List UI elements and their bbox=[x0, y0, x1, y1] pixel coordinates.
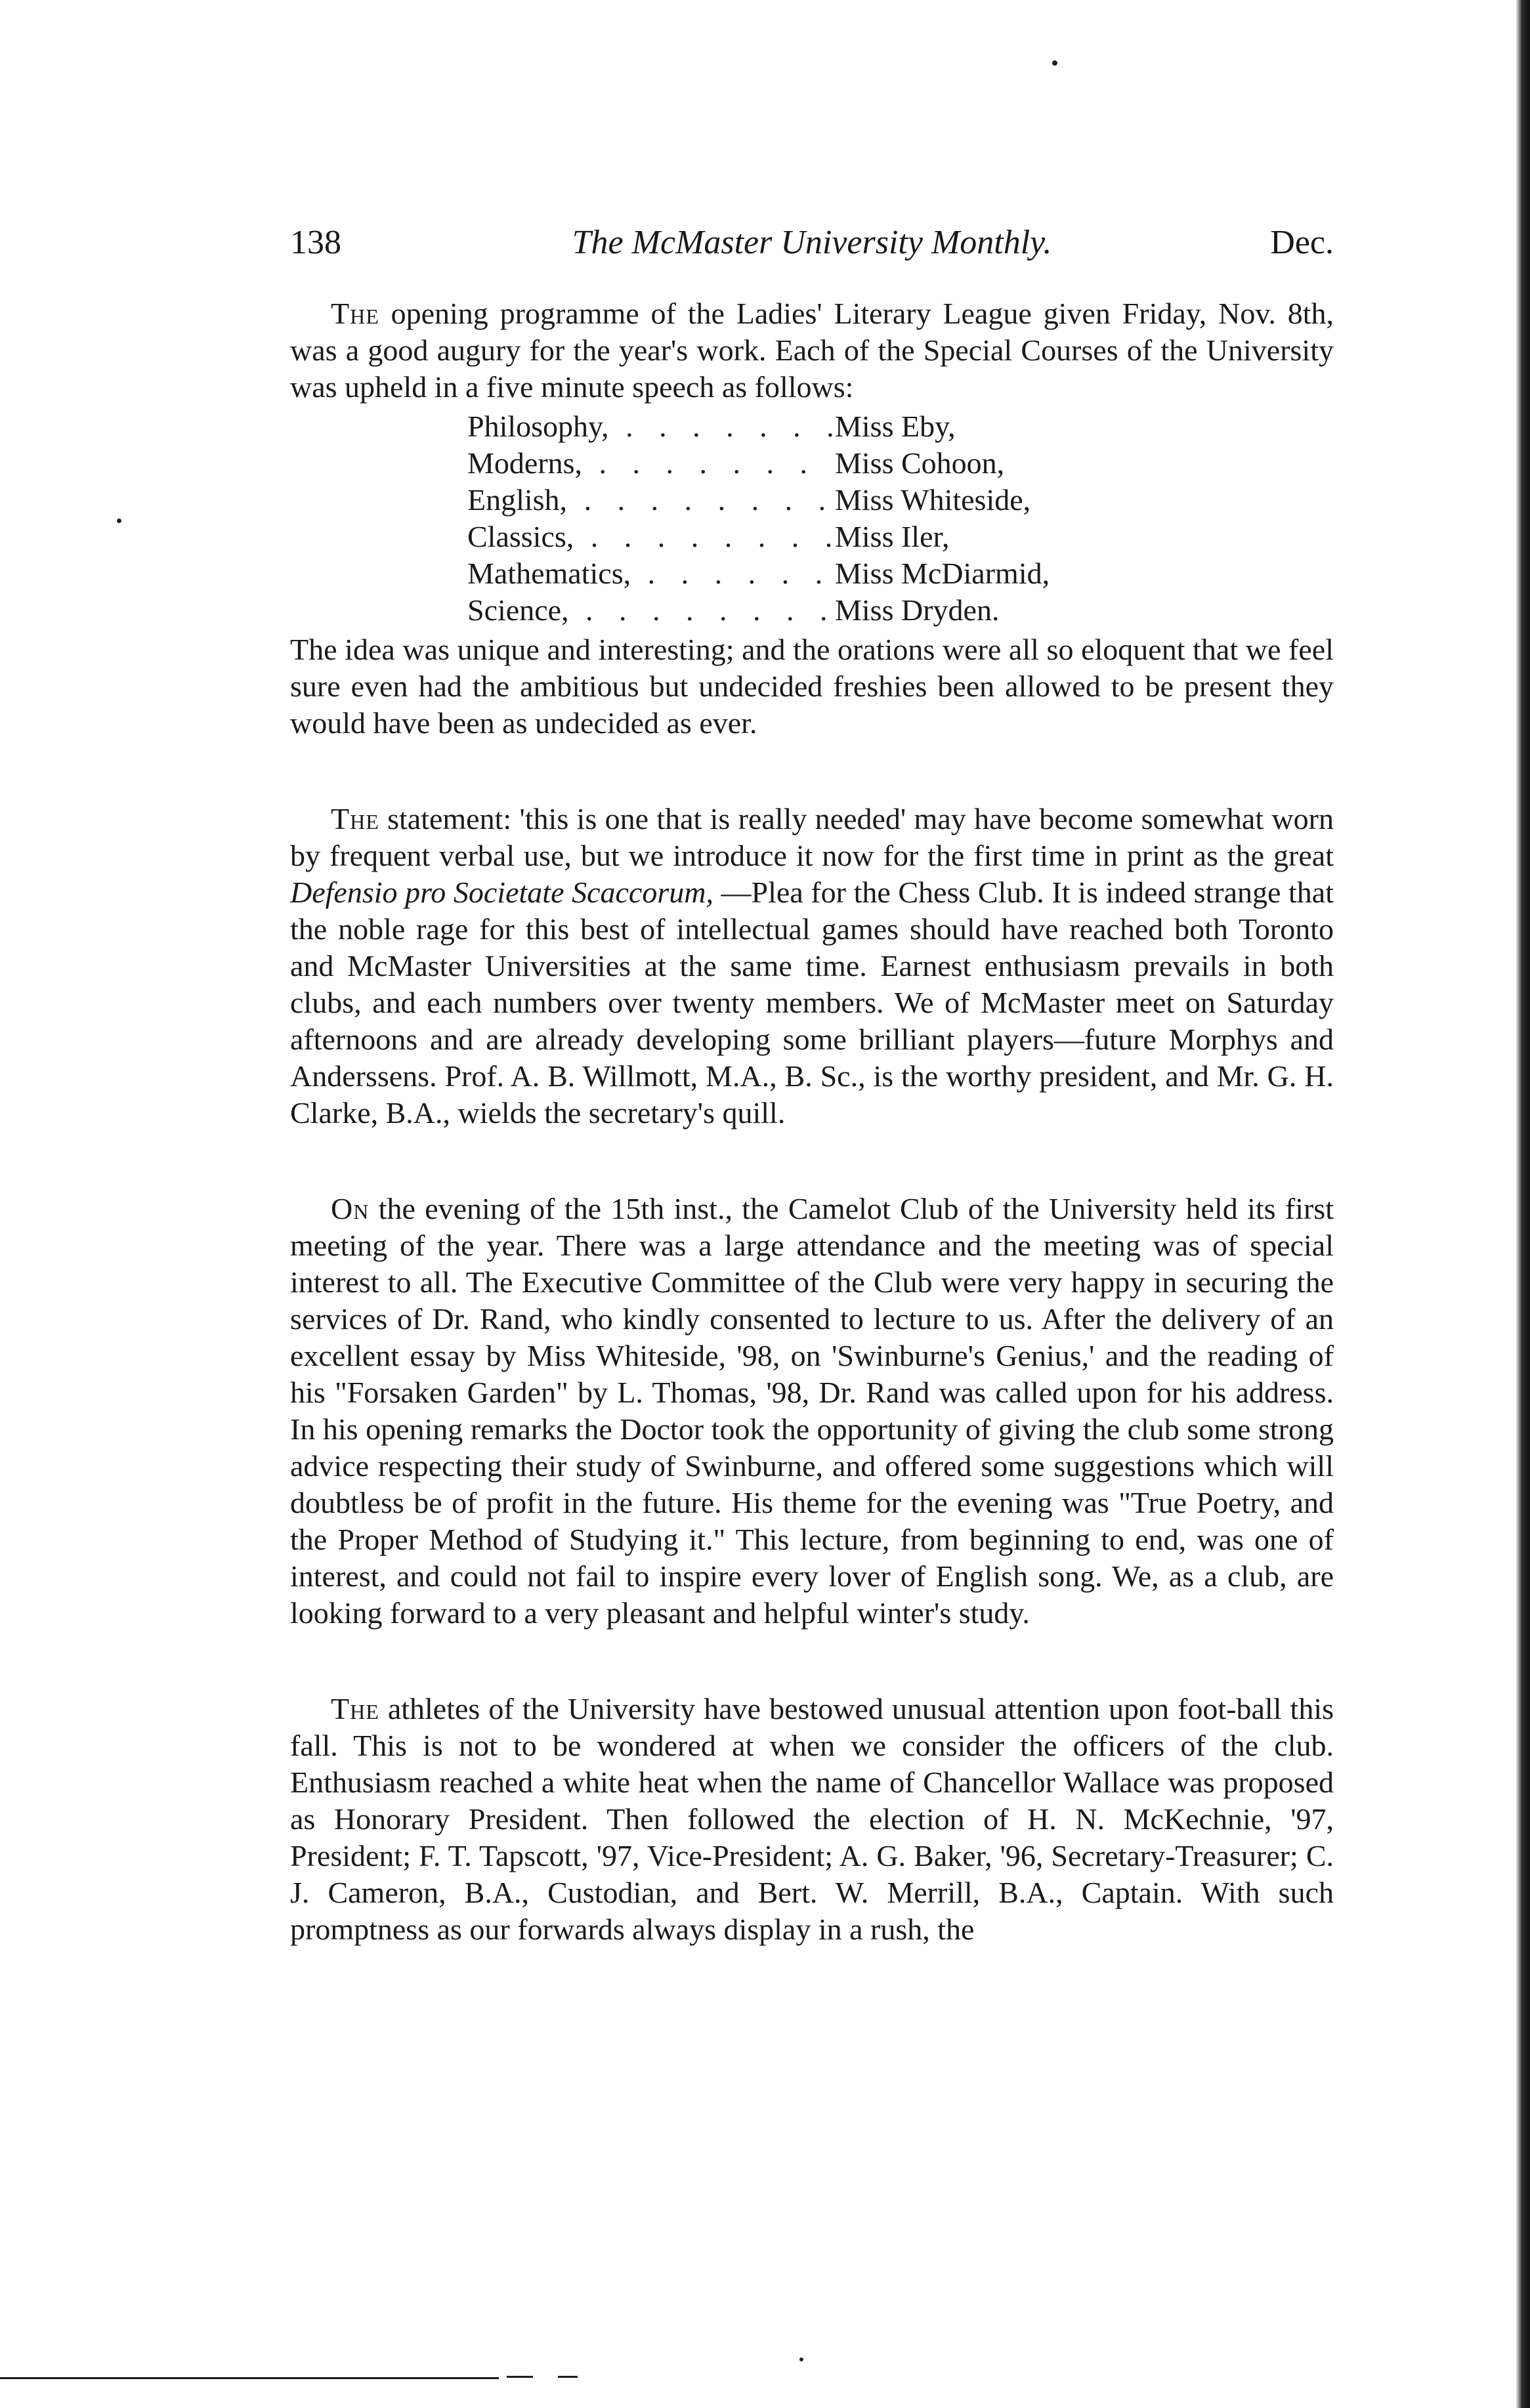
course-subject: Classics, . . . bbox=[467, 518, 835, 555]
paragraph-text: —Plea for the Chess Club. It is indeed strange that the noble rage for this best of intellectual games should have reached both Toronto and McMaster Universities at the same time. Earnest enthusiasm prevails in both clubs, and each numbers over twenty members. We of McMaster meet on Saturday afternoons and are already developing some brilliant players—future Morphys and Anderssens. Prof. A. B. Willmott, M.A., B. Sc., is the worthy president, and Mr. G. H. Clarke, B.A., wields the secretary's quill. bbox=[290, 876, 1334, 1130]
list-item bbox=[290, 592, 1334, 629]
course-subject: Philosophy, . . . bbox=[467, 408, 835, 445]
page-number: 138 bbox=[290, 224, 341, 261]
scan-speck bbox=[117, 518, 121, 523]
course-speaker: Miss Whiteside, bbox=[835, 483, 1031, 517]
paragraph-ladies-league-end: The idea was unique and interesting; and the orations were all so eloquent that we feel sure even had the ambitious but undecided freshies been allowed to be present they would have been as undecided as ever. bbox=[290, 633, 1334, 740]
paragraph-text: statement: 'this is one that is really needed' may have become somewhat worn by frequent verbal use, but we introduce it now for the first time in print as the great bbox=[290, 802, 1334, 872]
paragraph-lead-word: The bbox=[331, 802, 379, 835]
course-subject: English, . . . bbox=[467, 482, 835, 518]
journal-title: The McMaster University Monthly. bbox=[572, 224, 1052, 261]
paragraph-text: the evening of the 15th inst., the Camelot Club of the University held its first meeting of the year. There was a large attendance and the meeting was of special interest to all. The Executive Committee of the Club were very happy in securing the services of Dr. Rand, who kindly consented to lecture to us. After the delivery of an excellent essay by Miss Whiteside, '98, on 'Swinburne's Genius,' and the reading of his "Forsaken Garden" by L. Thomas, '98, Dr. Rand was called upon for his address. In his opening remarks the Doctor took the opportunity of giving the club some strong advice respecting their study of Swinburne, and offered some suggestions which will doubtless be of profit in the future. His theme for the evening was "True Poetry, and the Proper Method of Studying it." This lecture, from beginning to end, was one of interest, and could not fail to inspire every lover of English song. We, as a club, are looking forward to a very pleasant and helpful winter's study. bbox=[290, 1192, 1334, 1630]
paragraph-lead-word: The bbox=[331, 297, 379, 330]
list-item bbox=[290, 408, 1334, 445]
scan-speck bbox=[1052, 60, 1057, 66]
course-speaker: Miss McDiarmid, bbox=[835, 557, 1050, 590]
article-body bbox=[290, 295, 1334, 1948]
footer-dash bbox=[558, 2376, 578, 2378]
list-item bbox=[290, 555, 1334, 592]
running-header bbox=[290, 223, 1334, 276]
paragraph-text: opening programme of the Ladies' Literary League given Friday, Nov. 8th, was a good augury for the year's work. Each of the Special Courses of the University was upheld in a five minute speech as follows: bbox=[290, 297, 1334, 404]
course-speaker: Miss Eby, bbox=[835, 410, 956, 443]
list-item bbox=[290, 518, 1334, 555]
course-subject: Science, . . . bbox=[467, 592, 835, 629]
paragraph-lead-word: The bbox=[331, 1692, 379, 1725]
list-item bbox=[290, 445, 1334, 482]
list-item bbox=[290, 482, 1334, 518]
course-speaker: Miss Dryden. bbox=[835, 593, 1000, 627]
latin-title: Defensio pro Societate Scaccorum, bbox=[290, 876, 713, 909]
scan-edge-shadow bbox=[1516, 0, 1530, 2408]
paragraph-text: athletes of the University have bestowed unusual attention upon foot-ball this fall. This is not to be wondered at when we consider the officers of the club. Enthusiasm reached a white heat when the name of Chancellor Wallace was proposed as Honorary President. Then followed the election of H. N. McKechnie, '97, President; F. T. Tapscott, '97, Vice-President; A. G. Baker, '96, Secretary-Treasurer; C. J. Cameron, B.A., Custodian, and Bert. W. Merrill, B.A., Captain. With such promptness as our forwards always display in a rush, the bbox=[290, 1692, 1334, 1946]
paragraph-chess-club bbox=[290, 801, 1334, 1131]
paragraph-camelot-club bbox=[290, 1191, 1334, 1632]
footer-rule bbox=[0, 2377, 499, 2379]
course-speaker-list bbox=[290, 408, 1334, 629]
scan-speck bbox=[799, 2357, 803, 2361]
issue-month: Dec. bbox=[1270, 224, 1334, 261]
paragraph-lead-word: On bbox=[331, 1192, 370, 1225]
course-subject: Mathematics, . . . bbox=[467, 555, 835, 592]
course-speaker: Miss Iler, bbox=[835, 520, 950, 553]
course-speaker: Miss Cohoon, bbox=[835, 446, 1005, 480]
course-subject: Moderns, . . . bbox=[467, 445, 835, 482]
paragraph-ladies-league bbox=[290, 295, 1334, 406]
paragraph-football bbox=[290, 1691, 1334, 1948]
footer-dash bbox=[507, 2376, 533, 2378]
